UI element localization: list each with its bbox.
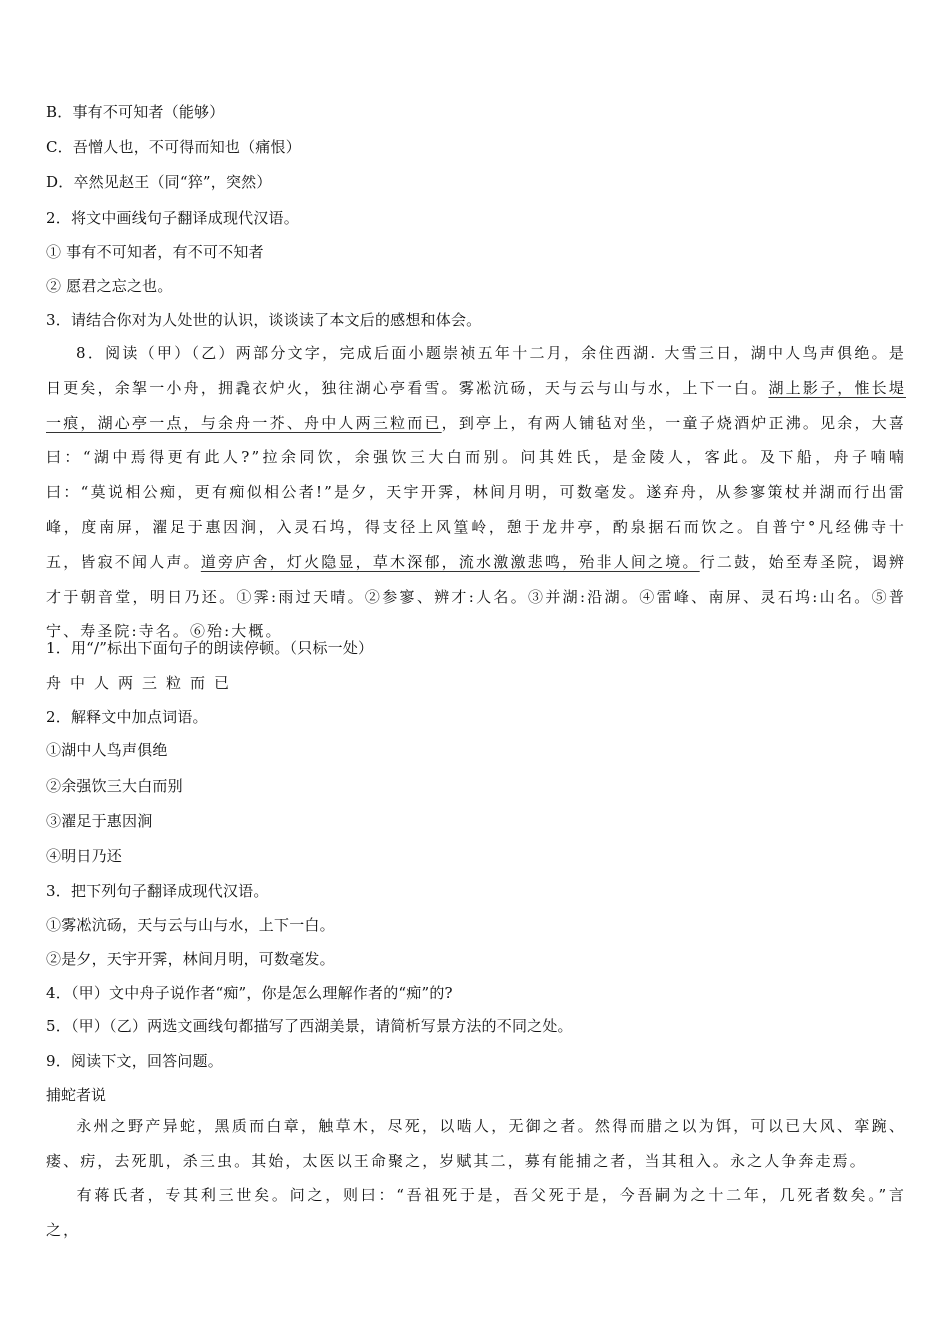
item-marker: ② [46, 277, 62, 295]
item-text: 事有不可知者，有不可不知者 [66, 243, 264, 261]
paragraph-text: 有蒋氏者，专其利三世矣。问之，则曰：“吾祖死于是，吾父死于是，今吾嗣为之十二年，几死者数矣。”言之， [46, 1186, 906, 1239]
s8-passage [46, 336, 906, 649]
s7-q2-item-1 [46, 242, 264, 262]
item-marker: ① [46, 741, 62, 759]
option-d [46, 172, 272, 192]
question-text: 解释文中加点词语。 [70, 708, 208, 726]
option-text: 卒然见赵王（同“猝”，突然） [73, 173, 272, 191]
item-text: 雾凇沆砀，天与云与山与水，上下一白。 [61, 916, 335, 934]
passage-text: 行二鼓，始至寿圣院，谒辨才于朝音堂，明日乃还。①霁:雨过天晴。②参寥、辨才:人名。③并湖:沿湖。④雷峰、南屏、灵石坞:山名。⑤普宁、寿圣院:寺名。⑥殆:大概。 [46, 552, 907, 641]
item-marker: ② [46, 777, 62, 795]
question-number: 1． [46, 639, 71, 657]
question-text: 请结合你对为人处世的认识，谈谈读了本文后的感想和体会。 [70, 311, 482, 329]
question-text: 把下列句子翻译成现代汉语。 [70, 882, 269, 900]
s8-question-2 [46, 707, 208, 727]
item-text: 是夕，天宇开霁，林间月明，可数毫发。 [61, 950, 335, 968]
underlined-sentence-1: 湖上影子，惟长堤一痕，湖心亭一点，与余舟一芥、舟中人两三粒而已 [46, 378, 906, 432]
s8-q2-item-2 [46, 776, 183, 796]
question-text: 将文中画线句子翻译成现代汉语。 [70, 209, 299, 227]
s8-q2-item-4 [46, 846, 122, 866]
question-number: 4． [46, 984, 71, 1002]
option-b [46, 102, 224, 122]
question-number: 5． [46, 1017, 71, 1035]
s7-question-3 [46, 310, 481, 330]
s8-question-1 [46, 638, 373, 658]
s7-question-2 [46, 208, 299, 228]
s8-q3-item-1 [46, 915, 335, 935]
s9-paragraph-2 [46, 1178, 906, 1248]
item-marker: ③ [46, 812, 62, 830]
item-text: 愿君之忘之也。 [66, 277, 173, 295]
item-text: 濯足于惠因涧 [61, 812, 153, 830]
item-text: 明日乃还 [61, 847, 123, 865]
question-text: （甲）（乙）两选文画线句都描写了西湖美景，请简析写景方法的不同之处。 [70, 1017, 573, 1035]
item-marker: ① [46, 916, 62, 934]
s7-q2-item-2 [46, 276, 173, 296]
item-text: 湖中人鸟声俱绝 [61, 741, 168, 759]
s8-q1-sentence: 舟中人两三粒而已 [46, 674, 239, 692]
option-label: B． [46, 103, 73, 121]
s8-q2-item-3 [46, 811, 152, 831]
item-marker: ② [46, 950, 62, 968]
option-c [46, 137, 301, 157]
item-marker: ④ [46, 847, 62, 865]
item-text: 余强饮三大白而别 [61, 777, 183, 795]
s8-q2-item-1 [46, 740, 168, 760]
question-number: 2． [46, 708, 71, 726]
question-text: （甲）文中舟子说作者“痴”，你是怎么理解作者的“痴”的? [70, 984, 453, 1002]
s9-intro: 9．阅读下文，回答问题。 [46, 1052, 223, 1070]
option-label: D． [46, 173, 74, 191]
s8-question-3 [46, 881, 269, 901]
question-number: 2． [46, 209, 71, 227]
item-marker: ① [46, 243, 62, 261]
s9-passage-title: 捕蛇者说 [46, 1086, 107, 1104]
passage-text: ，到亭上，有两人铺毡对坐，一童子烧酒炉正沸。见余，大喜曰：“湖中焉得更有此人?”拉余同饮，余强饮三大白而别。问其姓氏，是金陵人，客此。及下船，舟子喃喃曰：“莫说相公痴，更有痴似相公者!”是夕，天宇开霁，林间月明，可数毫发。遂弃舟，从参寥策杖并湖而行出雷峰，度南屏，濯足于惠因涧，入灵石坞，得支径上风篁岭，憩于龙井亭，酌泉据石而饮之。自普宁°凡经佛寺十五，皆寂不闻人声。 [46, 413, 907, 571]
s8-intro: 8．阅读（甲）（乙）两部分文字，完成后面小题 [76, 344, 444, 362]
option-text: 事有不可知者（能够） [72, 103, 225, 121]
option-text: 吾憎人也，不可得而知也（痛恨） [72, 138, 301, 156]
question-number: 3． [46, 311, 71, 329]
question-number: 3． [46, 882, 71, 900]
s8-question-4 [46, 983, 453, 1003]
s9-paragraph-1 [46, 1109, 906, 1179]
s8-question-5 [46, 1016, 573, 1036]
s8-q3-item-2 [46, 949, 335, 969]
question-text: 用“/”标出下面句子的朗读停顿。（只标一处） [70, 639, 374, 657]
option-label: C． [46, 138, 73, 156]
passage-text: 崇祯五年十二月，余住西湖. 大雪三日，湖中人鸟声俱绝。是日更矣，余挐一小舟，拥毳衣炉火，独往湖心亭看雪。雾凇沆砀，天与云与山与水，上下一白。 [46, 344, 907, 397]
underlined-sentence-2: 道旁庐舍，灯火隐显，草木深郁，流水激激悲鸣，殆非人间之境。 [200, 552, 700, 571]
paragraph-text: 永州之野产异蛇，黑质而白章，触草木，尽死，以啮人，无御之者。然得而腊之以为饵，可以已大风、挛踠、瘘、疠，去死肌，杀三虫。其始，太医以王命聚之，岁赋其二，募有能捕之者，当其租入。永之人争奔走焉。 [46, 1117, 906, 1170]
